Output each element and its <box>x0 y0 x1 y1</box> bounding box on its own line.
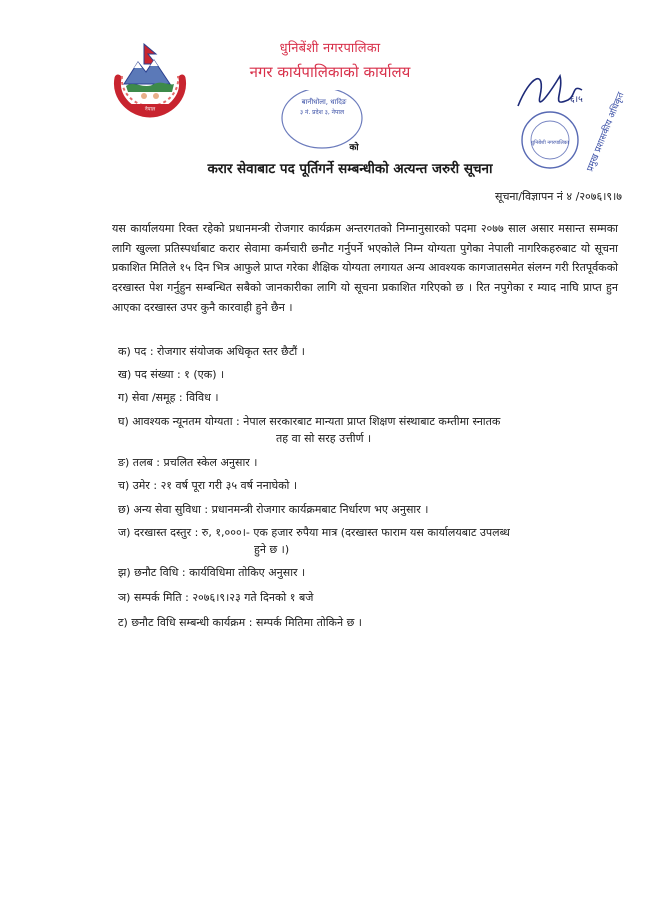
nepal-emblem-icon <box>104 40 196 120</box>
notice-reference: सूचना/विज्ञापन नं ४ /२०७६।९।७ <box>495 190 622 203</box>
municipality-name: धुनिबेंशी नगरपालिका <box>279 41 381 56</box>
office-stamp-center <box>272 90 376 160</box>
center-stamp-line1: बानीधोला, धादिङ <box>301 98 347 106</box>
list-item: ज) दरखास्त दस्तुर : रु, १,०००।- एक हजार रुपैया मात्र (दरखास्त फाराम यस कार्यालयबाट उपलब्ध हुने छ ।) <box>118 526 510 556</box>
list-item: क) पद : रोजगार संयोजक अधिकृत स्तर छैटौं । <box>118 345 305 358</box>
list-item: ङ) तलब : प्रचलित स्केल अनुसार । <box>118 456 258 469</box>
office-name: नगर कार्यपालिकाको कार्यालय <box>249 63 411 81</box>
list-item: ग) सेवा /समूह : विविध । <box>118 391 219 404</box>
svg-text:६।५: ६।५ <box>570 95 583 105</box>
list-item: ञ) सम्पर्क मिति : २०७६।९।२३ गते दिनको १ बजे <box>118 591 314 604</box>
center-stamp-line2: ३ नं. प्रदेश ३, नेपाल <box>299 109 345 116</box>
list-item: झ) छनौट विधि : कार्यविधिमा तोकिए अनुसार । <box>118 566 306 579</box>
signature-title: प्रमुख प्रशासकीय अधिकृत <box>585 91 627 174</box>
notice-title: करार सेवाबाट पद पूर्तिगर्ने सम्बन्धीको अत्यन्त जरुरी सूचना <box>207 161 493 177</box>
center-stamp-extra: को <box>349 143 359 153</box>
letterhead <box>230 38 430 82</box>
list-item: ख) पद संख्या : १ (एक) । <box>118 368 225 381</box>
list-item: छ) अन्य सेवा सुविधा : प्रधानमन्त्री रोजगार कार्यक्रमबाट निर्धारण भए अनुसार । <box>118 503 429 516</box>
right-stamp-text: धुनिबेंशी नगरपालिका <box>531 140 569 146</box>
emblem-ribbon-text: नेपाल <box>144 106 156 113</box>
list-item: घ) आवश्यक न्यूनतम योग्यता : नेपाल सरकारबाट मान्यता प्राप्त शिक्षण संस्थाबाट कम्तीमा स्नातक तह वा सो सरह उत्तीर्ण । <box>118 415 501 445</box>
list-item: च) उमेर : २१ वर्ष पूरा गरी ३५ वर्ष ननाघेको । <box>118 479 298 492</box>
list-item: ट) छनौट विधि सम्बन्धी कार्यक्रम : सम्पर्क मितिमा तोकिने छ । <box>118 616 362 629</box>
notice-body: यस कार्यालयमा रिक्त रहेको प्रधानमन्त्री रोजगार कार्यक्रम अन्तरगतको निम्नानुसारको पदमा २०७७ साल असार मसान्त सम्मका लागि खुल्ला प्रतिस्पर्धाबाट करार सेवामा कर्मचारी छनौट गर्नुपर्ने भएकोले निम्न योग्यता पुगेका नेपाली नागरिकहरुबाट यो सूचना प्रकाशित मितिले १५ दिन भित्र आफुले प्राप्त गरेका शैक्षिक योग्यता लगायत अन्य आवश्यक कागजातसमेत संलग्न गरी रितपूर्वकको दरखास्त पेश गर्नुहुन सम्बन्धित सबैको जानकारीका लागि यो सूचना प्रकाशित गरिएको छ । रित नपुगेका र म्याद नाघि प्राप्त हुन आएका दरखास्त उपर कुनै कारवाही हुने छैन । <box>112 222 618 314</box>
